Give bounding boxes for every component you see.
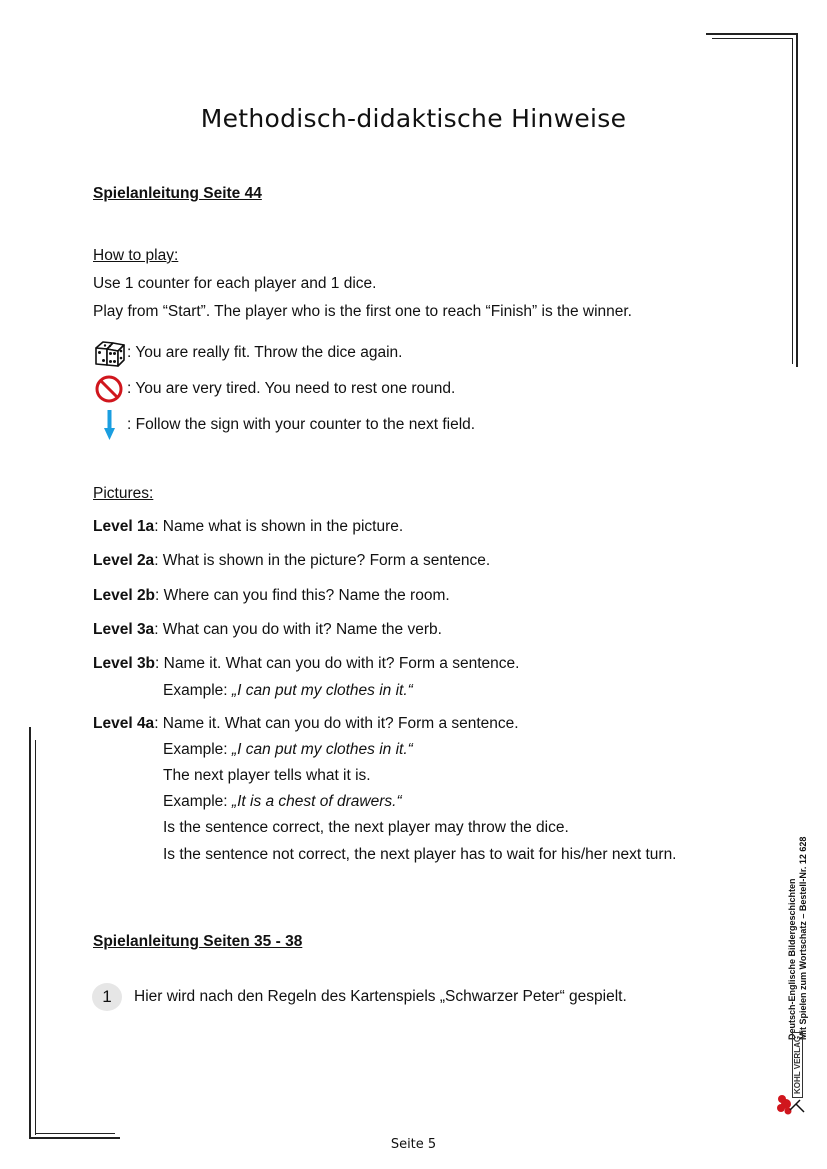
- level-label: Level 2b: [93, 587, 156, 604]
- frame-top-right-horizontal: [706, 33, 798, 35]
- rule-arrow: [93, 410, 475, 440]
- no-entry-icon: [93, 374, 127, 404]
- pictures-label: Pictures:: [93, 485, 154, 502]
- example-text: „It is a chest of drawers.“: [231, 793, 402, 810]
- rule-no-entry-text: : You are very tired. You need to rest one round.: [127, 380, 456, 397]
- example-label: Example:: [163, 682, 232, 699]
- frame-top-right-horizontal-inner: [712, 38, 792, 39]
- level-3a: [93, 621, 442, 639]
- frame-top-right-vertical-inner: [792, 38, 793, 364]
- level-label: Level 4a: [93, 715, 155, 732]
- side-line-2: Mit Spielen zum Wortschatz – Bestell-Nr. 12 628: [798, 836, 808, 1040]
- side-publication-info: [787, 837, 809, 1040]
- rule-dice-text: : You are really fit. Throw the dice again.: [127, 344, 403, 361]
- level-text: : Name it. What can you do with it? Form a sentence.: [154, 715, 519, 732]
- page-title: Methodisch-didaktische Hinweise: [200, 104, 627, 133]
- frame-top-right-vertical: [796, 33, 798, 367]
- down-arrow-icon: [93, 410, 127, 440]
- rule-arrow-text: : Follow the sign with your counter to the next field.: [127, 416, 476, 433]
- example-text: „I can put my clothes in it.“: [231, 682, 413, 699]
- example-4a-1: [163, 741, 413, 759]
- example-3b: [163, 682, 413, 700]
- level-2a: [93, 552, 490, 570]
- rule-no-entry: [93, 374, 455, 404]
- example-text: „I can put my clothes in it.“: [231, 741, 413, 758]
- example-label: Example:: [163, 793, 232, 810]
- instruction-line-2: Play from “Start”. The player who is the first one to reach “Finish” is the winner.: [93, 303, 632, 320]
- frame-bottom-left-horizontal-inner: [35, 1133, 115, 1134]
- example-label: Example:: [163, 741, 232, 758]
- level-text: : Where can you find this? Name the room.: [155, 587, 450, 604]
- publisher-logo-text: KOHL VERLAG: [792, 1032, 803, 1098]
- rule-dice: [93, 338, 402, 368]
- dice-icon: [93, 338, 127, 368]
- instruction-line-1: Use 1 counter for each player and 1 dice.: [93, 275, 377, 292]
- how-to-play-label: How to play:: [93, 247, 179, 264]
- next-player-line: The next player tells what it is.: [163, 767, 371, 784]
- step-number-badge: 1: [92, 983, 122, 1011]
- frame-bottom-left-vertical: [29, 727, 31, 1139]
- level-text: : Name it. What can you do with it? Form a sentence.: [155, 655, 520, 672]
- level-label: Level 1a: [93, 518, 155, 535]
- not-correct-line: Is the sentence not correct, the next player has to wait for his/her next turn.: [163, 846, 677, 863]
- level-2b: [93, 587, 450, 605]
- frame-bottom-left-vertical-inner: [35, 740, 36, 1135]
- level-text: : Name what is shown in the picture.: [154, 518, 404, 535]
- page-number: Seite 5: [390, 1137, 437, 1152]
- section-heading-1: Spielanleitung Seite 44: [93, 185, 262, 202]
- level-4a: [93, 715, 519, 733]
- level-1a: [93, 518, 403, 536]
- section2-text: Hier wird nach den Regeln des Kartenspiels „Schwarzer Peter“ gespielt.: [134, 988, 627, 1005]
- section-heading-2: Spielanleitung Seiten 35 - 38: [93, 933, 303, 950]
- correct-line: Is the sentence correct, the next player may throw the dice.: [163, 819, 569, 836]
- publisher-logo-icon: [774, 1090, 808, 1118]
- example-4a-2: [163, 793, 402, 811]
- side-line-1: Deutsch-Englische Bildergeschichten: [787, 878, 797, 1040]
- level-3b: [93, 655, 519, 673]
- level-label: Level 3a: [93, 621, 155, 638]
- level-text: : What can you do with it? Name the verb.: [154, 621, 442, 638]
- level-label: Level 3b: [93, 655, 156, 672]
- level-label: Level 2a: [93, 552, 155, 569]
- level-text: : What is shown in the picture? Form a sentence.: [154, 552, 491, 569]
